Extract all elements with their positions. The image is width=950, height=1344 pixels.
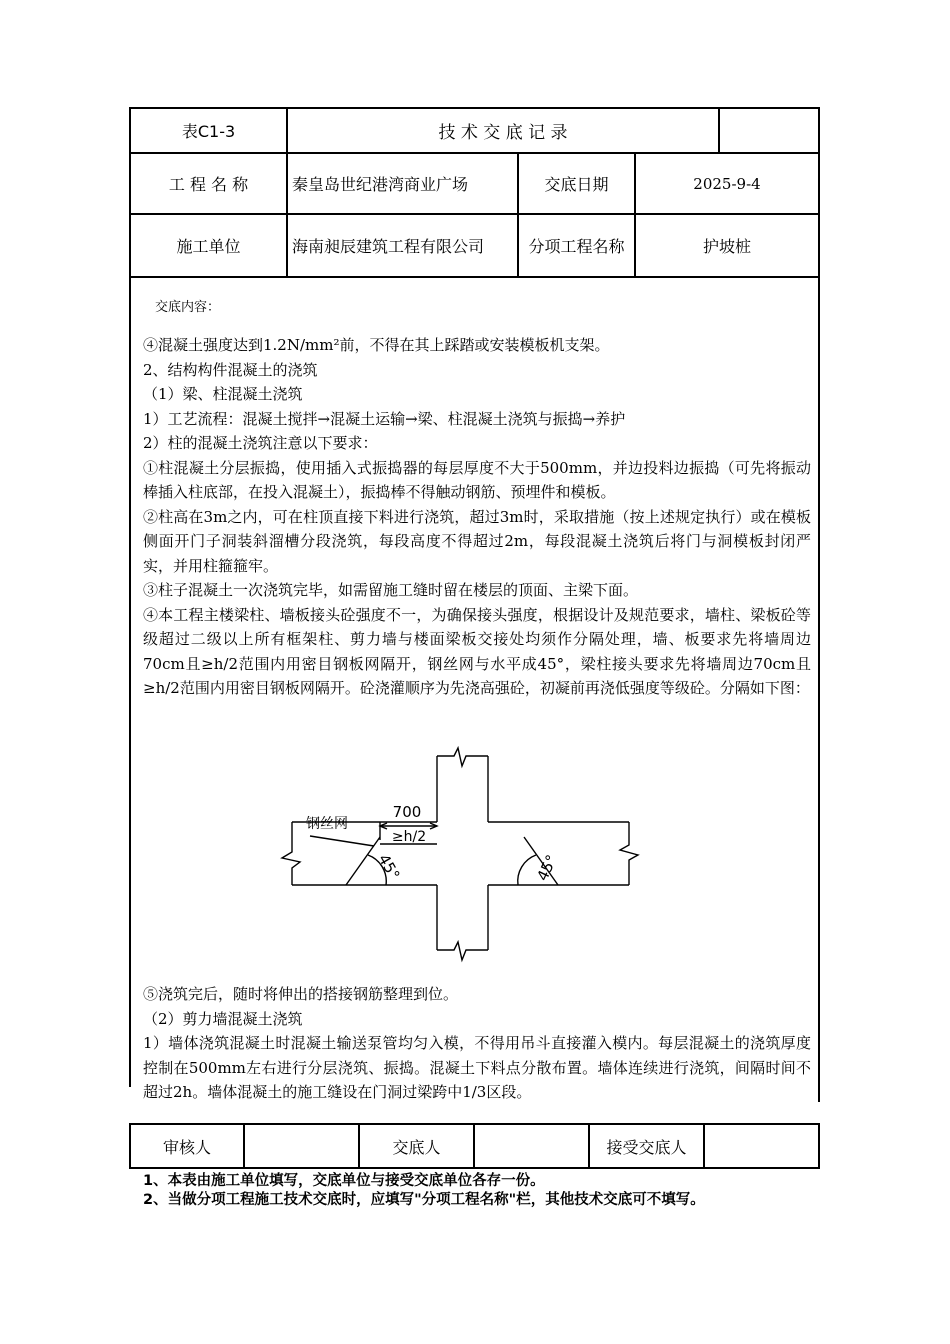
content-heading: 交底内容： <box>155 300 221 315</box>
project-name-label: 工 程 名 称 <box>168 175 249 194</box>
content-top <box>143 333 811 701</box>
project-name-value: 秦皇岛世纪港湾商业广场 <box>292 175 469 194</box>
angle-right-label: 45° <box>533 851 561 884</box>
page-title: 技 术 交 底 记 录 <box>438 123 568 143</box>
angle-left-label: 45° <box>374 851 404 884</box>
content-paragraph: ④混凝土强度达到1.2N/mm²前，不得在其上踩踏或安装模板机支架。 <box>143 336 610 354</box>
content-paragraph: ④本工程主楼梁柱、墙板接头砼强度不一，为确保接头强度，根据设计及规范要求，墙柱、梁板砼等级超过二级以上所有框架柱、剪力墙与楼面梁板交接处均须作分隔处理，墙、板要求先将墙周边70cm且≥h/2范围内用密目钢板网隔开，钢丝网与水平成45°，梁柱接头要求先将墙周边70cm且≥h/2范围内用密目钢板网隔开。砼浇灌顺序为先浇高强砼，初凝前再浇低强度等级砼。分隔如下图： <box>143 605 811 697</box>
receiver-field[interactable] <box>705 1125 818 1167</box>
content-paragraph: 2、结构构件混凝土的浇筑 <box>143 360 318 379</box>
dim-h2-label: ≥h/2 <box>391 829 427 845</box>
beam-left-break <box>282 822 300 885</box>
content-paragraph: 1）墙体浇筑混凝土时混凝土输送泵管均匀入模，不得用吊斗直接灌入模内。每层混凝土的浇筑厚度控制在500mm左右进行分层浇筑、振捣。混凝土下料点分散布置。墙体连续进行浇筑，间隔时间不超过2h。墙体混凝土的施工缝设在门洞过梁跨中1/3区段。 <box>143 1034 811 1101</box>
receiver-label: 接受交底人 <box>606 1137 687 1157</box>
separation-diagram <box>270 740 650 972</box>
reviewer-field[interactable] <box>245 1125 358 1167</box>
content-paragraph: 1）工艺流程：混凝土搅拌→混凝土运输→梁、柱混凝土浇筑与振捣→养护 <box>143 409 626 428</box>
footnote: 1、本表由施工单位填写，交底单位与接受交底单位各存一份。 <box>143 1173 545 1189</box>
content-paragraph: 2）柱的混凝土浇筑注意以下要求： <box>143 434 378 452</box>
content-paragraph: ②柱高在3m之内，可在柱顶直接下料进行浇筑，超过3m时，采取措施（按上述规定执行）或在模板侧面开门子洞装斜溜槽分段浇筑，每段高度不得超过2m，每段混凝土浇筑后将门与洞模板封闭严实，并用柱箍箍牢。 <box>143 507 811 575</box>
content-paragraph: ①柱混凝土分层振捣，使用插入式振捣器的每层厚度不大于500mm，并边投料边振捣（可先将振动棒插入柱底部，在投入混凝土），振捣棒不得触动钢筋、预埋件和模板。 <box>143 458 811 501</box>
column-top-break <box>437 748 488 766</box>
title-extra-cell <box>720 109 818 152</box>
unit-label: 施工单位 <box>176 237 241 256</box>
footnotes <box>143 1172 705 1210</box>
content-paragraph: ③柱子混凝土一次浇筑完毕，如需留施工缝时留在楼层的顶面、主梁下面。 <box>143 581 639 599</box>
reviewer-label: 审核人 <box>162 1137 211 1157</box>
unit-value: 海南昶辰建筑工程有限公司 <box>292 237 485 256</box>
date-value: 2025-9-4 <box>693 174 761 193</box>
date-label: 交底日期 <box>544 175 609 194</box>
sub-project-label: 分项工程名称 <box>528 237 625 256</box>
sub-project-value: 护坡桩 <box>702 237 751 256</box>
discloser-label: 交底人 <box>392 1137 441 1157</box>
content-paragraph: （1）梁、柱混凝土浇筑 <box>143 385 303 403</box>
column-bottom-break <box>437 942 488 960</box>
content-paragraph: （2）剪力墙混凝土浇筑 <box>143 1009 303 1028</box>
discloser-field[interactable] <box>475 1125 588 1167</box>
form-code: 表C1-3 <box>181 122 236 141</box>
footnote: 2、当做分项工程施工技术交底时，应填写"分项工程名称"栏，其他技术交底可不填写。 <box>143 1192 705 1208</box>
dim-700-label: 700 <box>392 803 422 821</box>
beam-right-break <box>620 822 638 885</box>
content-bottom <box>143 982 811 1105</box>
mesh-label: 钢丝网 <box>306 816 348 832</box>
content-paragraph: ⑤浇筑完后，随时将伸出的搭接钢筋整理到位。 <box>143 985 459 1003</box>
